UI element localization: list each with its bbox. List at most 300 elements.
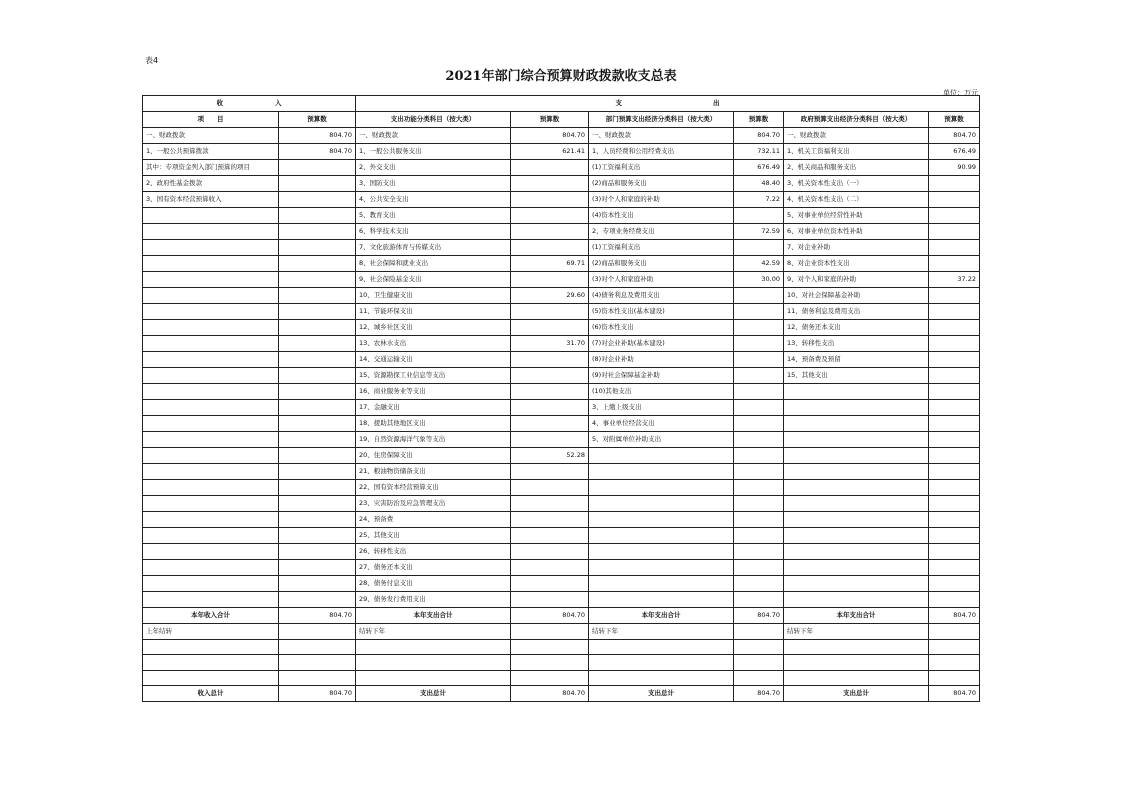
carry-out-label: 结转下年 [784,624,929,640]
dept-econ-item: (4)债务利息及费用支出 [589,288,734,304]
col-header-amount: 预算数 [511,112,589,128]
gov-econ-amount [929,448,980,464]
dept-econ-item [589,512,734,528]
gov-econ-item: 9、对个人和家庭的补助 [784,272,929,288]
year-exp-label: 本年支出合计 [356,608,511,624]
gov-econ-amount [929,512,980,528]
function-item: 15、资源勘探工业信息等支出 [356,368,511,384]
dept-econ-amount [734,480,784,496]
gov-econ-amount: 37.22 [929,272,980,288]
income-amount [279,384,356,400]
income-item [143,320,279,336]
income-amount [279,304,356,320]
income-item [143,240,279,256]
table-row [143,288,980,304]
function-item: 23、灾害防治及应急管理支出 [356,496,511,512]
dept-econ-amount [734,528,784,544]
exp-total-value: 804.70 [734,686,784,702]
table-row [143,352,980,368]
table-row [143,256,980,272]
income-amount [279,448,356,464]
dept-econ-item: (2)商品和服务支出 [589,176,734,192]
dept-econ-item [589,576,734,592]
income-item: 一、财政拨款 [143,128,279,144]
function-item: 16、商业服务业等支出 [356,384,511,400]
year-exp-value: 804.70 [734,608,784,624]
exp-total-value: 804.70 [511,686,589,702]
dept-econ-amount [734,432,784,448]
income-item [143,368,279,384]
gov-econ-amount [929,464,980,480]
year-exp-label: 本年支出合计 [589,608,734,624]
gov-econ-item: 2、机关商品和服务支出 [784,160,929,176]
function-amount [511,432,589,448]
income-amount [279,352,356,368]
income-item [143,224,279,240]
income-amount [279,496,356,512]
income-amount [279,288,356,304]
dept-econ-item: 2、专项业务经费支出 [589,224,734,240]
gov-econ-item: 10、对社会保障基金补助 [784,288,929,304]
income-amount [279,432,356,448]
col-header-function: 支出功能分类科目（按大类） [356,112,511,128]
gov-econ-item: 14、预备费及预留 [784,352,929,368]
function-amount [511,528,589,544]
dept-econ-item [589,560,734,576]
income-item [143,544,279,560]
gov-econ-amount [929,368,980,384]
function-amount [511,592,589,608]
income-amount [279,336,356,352]
function-amount [511,272,589,288]
function-item: 3、国防支出 [356,176,511,192]
gov-econ-amount [929,496,980,512]
table-row [143,400,980,416]
gov-econ-amount [929,416,980,432]
table-row [143,512,980,528]
gov-econ-amount [929,256,980,272]
gov-econ-amount [929,304,980,320]
dept-econ-amount: 732.11 [734,144,784,160]
table-row [143,560,980,576]
gov-econ-item [784,448,929,464]
function-amount [511,352,589,368]
gov-econ-amount [929,240,980,256]
col-header-gov-econ: 政府预算支出经济分类科目（按大类） [784,112,929,128]
income-amount [279,528,356,544]
function-amount [511,576,589,592]
gov-econ-item [784,544,929,560]
gov-econ-item: 11、债务利息及费用支出 [784,304,929,320]
table-row [143,368,980,384]
income-amount [279,368,356,384]
dept-econ-item: (10)其他支出 [589,384,734,400]
year-income-value: 804.70 [279,608,356,624]
year-exp-value: 804.70 [929,608,980,624]
income-item [143,480,279,496]
function-amount [511,512,589,528]
empty-cell [734,624,784,640]
function-item: 1、一般公共服务支出 [356,144,511,160]
dept-econ-item: (8)对企业补助 [589,352,734,368]
income-amount [279,544,356,560]
income-amount [279,160,356,176]
dept-econ-amount: 30.00 [734,272,784,288]
income-amount: 804.70 [279,128,356,144]
table-row [143,320,980,336]
gov-econ-amount [929,432,980,448]
income-amount: 804.70 [279,144,356,160]
income-amount [279,240,356,256]
dept-econ-item [589,592,734,608]
income-amount [279,512,356,528]
table-row [143,160,980,176]
dept-econ-item: (1)工资福利支出 [589,240,734,256]
dept-econ-amount: 7.22 [734,192,784,208]
function-amount: 621.41 [511,144,589,160]
gov-econ-amount [929,480,980,496]
function-item: 2、外交支出 [356,160,511,176]
function-amount [511,480,589,496]
function-amount: 29.60 [511,288,589,304]
dept-econ-amount: 72.59 [734,224,784,240]
gov-econ-amount [929,224,980,240]
function-item: 18、援助其他地区支出 [356,416,511,432]
gov-econ-amount: 804.70 [929,128,980,144]
table-row [143,176,980,192]
function-amount [511,368,589,384]
empty-cell [929,624,980,640]
dept-econ-amount: 48.40 [734,176,784,192]
income-amount [279,320,356,336]
gov-econ-item [784,464,929,480]
income-item [143,384,279,400]
table-row [143,592,980,608]
gov-econ-amount [929,384,980,400]
carry-out-label: 结转下年 [589,624,734,640]
gov-econ-amount [929,336,980,352]
table-row [143,464,980,480]
gov-econ-amount [929,176,980,192]
income-amount [279,592,356,608]
income-total-label: 收入总计 [143,686,279,702]
dept-econ-amount [734,416,784,432]
gov-econ-amount [929,576,980,592]
income-total-value: 804.70 [279,686,356,702]
function-amount [511,192,589,208]
function-item: 10、卫生健康支出 [356,288,511,304]
function-amount [511,320,589,336]
income-amount [279,192,356,208]
gov-econ-item: 6、对事业单位资本性补助 [784,224,929,240]
table-row [143,384,980,400]
dept-econ-item: (9)对社会保障基金补助 [589,368,734,384]
function-amount: 31.70 [511,336,589,352]
function-amount [511,224,589,240]
table-row [143,448,980,464]
dept-econ-item: 3、上缴上级支出 [589,400,734,416]
income-amount [279,560,356,576]
income-item [143,512,279,528]
dept-econ-amount [734,544,784,560]
col-header-amount: 预算数 [279,112,356,128]
function-item: 13、农林水支出 [356,336,511,352]
gov-econ-amount [929,528,980,544]
income-amount [279,272,356,288]
function-amount [511,544,589,560]
gov-econ-amount: 676.49 [929,144,980,160]
income-amount [279,256,356,272]
income-amount [279,176,356,192]
income-amount [279,224,356,240]
function-amount [511,160,589,176]
function-item: 4、公共安全支出 [356,192,511,208]
gov-econ-item [784,512,929,528]
function-item: 9、社会保险基金支出 [356,272,511,288]
unit-label: 单位：万元 [943,89,978,97]
table-row [143,496,980,512]
gov-econ-item: 7、对企业补助 [784,240,929,256]
dept-econ-amount [734,384,784,400]
gov-econ-item: 5、对事业单位经常性补助 [784,208,929,224]
function-item: 8、社会保障和就业支出 [356,256,511,272]
gov-econ-item: 15、其他支出 [784,368,929,384]
gov-econ-amount [929,400,980,416]
dept-econ-amount [734,208,784,224]
table-row [143,144,980,160]
dept-econ-item [589,464,734,480]
exp-total-label: 支出总计 [784,686,929,702]
table-number: 表4 [145,56,159,65]
table-row [143,224,980,240]
function-item: 一、财政拨款 [356,128,511,144]
gov-econ-item: 4、机关资本性支出（二） [784,192,929,208]
function-item: 19、自然资源海洋气象等支出 [356,432,511,448]
function-amount [511,400,589,416]
function-amount [511,496,589,512]
gov-econ-item [784,400,929,416]
income-amount [279,416,356,432]
page-title: 2021年部门综合预算财政拨款收支总表 [445,69,677,84]
gov-econ-item [784,384,929,400]
table-row [143,304,980,320]
dept-econ-item: (6)资本性支出 [589,320,734,336]
gov-econ-item [784,432,929,448]
dept-econ-amount [734,576,784,592]
gov-econ-item [784,592,929,608]
function-item: 22、国有资本经营预算支出 [356,480,511,496]
gov-econ-amount [929,192,980,208]
income-amount [279,464,356,480]
function-item: 28、债务付息支出 [356,576,511,592]
dept-econ-item: (7)对企业补助(基本建设) [589,336,734,352]
dept-econ-amount [734,512,784,528]
function-item: 27、债务还本支出 [356,560,511,576]
dept-econ-amount [734,592,784,608]
gov-econ-amount [929,560,980,576]
exp-total-label: 支出总计 [356,686,511,702]
gov-econ-item [784,480,929,496]
col-header-dept-econ: 部门预算支出经济分类科目（按大类） [589,112,734,128]
table-row [143,480,980,496]
income-item: 3、国有资本经营预算收入 [143,192,279,208]
empty-cell [511,624,589,640]
dept-econ-amount [734,496,784,512]
gov-econ-amount [929,352,980,368]
function-item: 11、节能环保支出 [356,304,511,320]
year-exp-value: 804.70 [511,608,589,624]
dept-econ-amount [734,448,784,464]
income-header: 收 入 [143,96,356,112]
table-row [143,208,980,224]
table-row [143,576,980,592]
function-item: 17、金融支出 [356,400,511,416]
empty-cell [279,624,356,640]
income-item [143,464,279,480]
dept-econ-amount [734,240,784,256]
dept-econ-item [589,480,734,496]
function-amount [511,560,589,576]
function-amount: 804.70 [511,128,589,144]
function-item: 25、其他支出 [356,528,511,544]
dept-econ-item: (3)对个人和家庭的补助 [589,192,734,208]
gov-econ-item [784,416,929,432]
function-item: 6、科学技术支出 [356,224,511,240]
income-item [143,432,279,448]
year-exp-label: 本年支出合计 [784,608,929,624]
function-amount [511,208,589,224]
table-row [143,528,980,544]
carry-in-label: 上年结转 [143,624,279,640]
function-item: 5、教育支出 [356,208,511,224]
function-item: 26、转移性支出 [356,544,511,560]
table-row [143,192,980,208]
function-amount [511,464,589,480]
dept-econ-item: 4、事业单位经营支出 [589,416,734,432]
gov-econ-item [784,560,929,576]
function-item: 21、粮油物资储备支出 [356,464,511,480]
dept-econ-amount [734,304,784,320]
income-item [143,592,279,608]
year-income-label: 本年收入合计 [143,608,279,624]
income-item [143,208,279,224]
dept-econ-item: 一、财政拨款 [589,128,734,144]
gov-econ-item: 1、机关工资福利支出 [784,144,929,160]
income-amount [279,400,356,416]
income-item [143,288,279,304]
function-amount [511,176,589,192]
exp-total-label: 支出总计 [589,686,734,702]
dept-econ-amount: 42.59 [734,256,784,272]
income-amount [279,480,356,496]
dept-econ-amount [734,352,784,368]
dept-econ-item: (1)工资福利支出 [589,160,734,176]
gov-econ-item [784,528,929,544]
income-item [143,560,279,576]
table-row [143,272,980,288]
dept-econ-item: (2)商品和服务支出 [589,256,734,272]
function-item: 20、住房保障支出 [356,448,511,464]
income-item: 2、政府性基金拨款 [143,176,279,192]
dept-econ-amount: 676.49 [734,160,784,176]
income-item [143,400,279,416]
income-item [143,448,279,464]
gov-econ-amount [929,592,980,608]
income-item [143,272,279,288]
income-item [143,352,279,368]
function-item: 12、城乡社区支出 [356,320,511,336]
function-amount [511,416,589,432]
income-item: 其中：专项资金列入部门预算的项目 [143,160,279,176]
function-amount: 52.28 [511,448,589,464]
dept-econ-item [589,448,734,464]
gov-econ-amount: 90.99 [929,160,980,176]
income-item [143,496,279,512]
table-row [143,544,980,560]
dept-econ-item: 5、对附属单位补助支出 [589,432,734,448]
dept-econ-amount [734,560,784,576]
income-item [143,304,279,320]
dept-econ-amount [734,400,784,416]
col-header-item: 项 目 [143,112,279,128]
income-amount [279,576,356,592]
exp-total-value: 804.70 [929,686,980,702]
dept-econ-amount [734,464,784,480]
income-item [143,528,279,544]
gov-econ-item: 12、债务还本支出 [784,320,929,336]
expense-header: 支 出 [356,96,980,112]
income-item [143,336,279,352]
income-item [143,576,279,592]
function-amount [511,384,589,400]
gov-econ-item: 13、转移性支出 [784,336,929,352]
income-item [143,416,279,432]
gov-econ-amount [929,288,980,304]
dept-econ-amount [734,336,784,352]
dept-econ-item [589,528,734,544]
col-header-amount: 预算数 [929,112,980,128]
function-amount [511,304,589,320]
dept-econ-item [589,544,734,560]
table-row [143,240,980,256]
dept-econ-item [589,496,734,512]
function-item: 29、债务发行费用支出 [356,592,511,608]
gov-econ-amount [929,320,980,336]
dept-econ-amount: 804.70 [734,128,784,144]
dept-econ-amount [734,288,784,304]
function-item: 7、文化旅游体育与传媒支出 [356,240,511,256]
gov-econ-item [784,576,929,592]
table-row [143,336,980,352]
gov-econ-amount [929,544,980,560]
table-row [143,416,980,432]
dept-econ-amount [734,320,784,336]
col-header-amount: 预算数 [734,112,784,128]
gov-econ-item [784,496,929,512]
dept-econ-item: 1、人员经费和公用经费支出 [589,144,734,160]
dept-econ-item: (5)资本性支出(基本建设) [589,304,734,320]
income-item: 1、一般公共预算拨款 [143,144,279,160]
gov-econ-item: 一、财政拨款 [784,128,929,144]
gov-econ-item: 8、对企业资本性支出 [784,256,929,272]
carry-out-label: 结转下年 [356,624,511,640]
budget-table [142,95,980,702]
function-amount [511,240,589,256]
dept-econ-item: (4)资本性支出 [589,208,734,224]
income-item [143,256,279,272]
table-row [143,128,980,144]
dept-econ-item: (3)对个人和家庭补助 [589,272,734,288]
